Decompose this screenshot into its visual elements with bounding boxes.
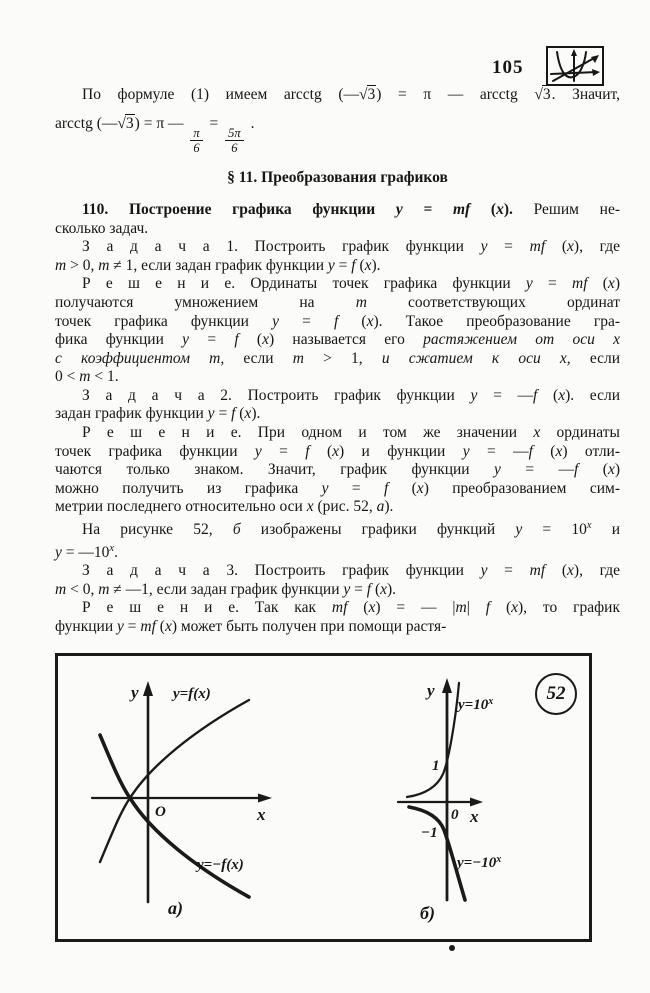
text-line	[55, 618, 620, 637]
text-segment: и	[591, 521, 620, 539]
text-segment: =	[189, 331, 235, 349]
text-line	[55, 461, 620, 480]
text-segment: x	[366, 312, 374, 330]
text-segment: y	[494, 461, 501, 479]
text-segment: =	[487, 562, 530, 580]
text-segment: x	[262, 331, 269, 349]
text-segment: f	[234, 331, 239, 349]
text-line	[55, 599, 620, 618]
text-segment: x	[164, 618, 172, 635]
panel-b-curve-10x	[407, 683, 459, 797]
text-segment: m	[98, 580, 110, 598]
text-segment: m	[55, 580, 67, 598]
panel-a-curve-f	[100, 700, 249, 862]
text-segment: x	[511, 599, 518, 617]
text-line	[55, 581, 620, 600]
text-segment: x	[306, 498, 314, 516]
text-segment: f	[574, 461, 579, 479]
text-segment: y	[182, 331, 190, 349]
text-segment: mf	[331, 599, 348, 617]
panel-b-curve-bottom-sup: x	[496, 854, 502, 865]
panel-b-curve-bottom-base: y=−10	[457, 855, 497, 871]
text-line	[55, 257, 620, 276]
text-segment: с коэффициентом m,	[55, 349, 225, 367]
text-segment: ).	[371, 256, 381, 274]
panel-b-curve-top-sup: x	[488, 696, 494, 707]
text-segment: получаются умножением на	[55, 293, 356, 311]
text-segment: =	[334, 256, 352, 274]
text-segment: mf	[140, 618, 156, 635]
text-segment: x	[496, 200, 504, 218]
text-segment: x	[586, 520, 592, 532]
text-segment: можно получить из графика	[55, 479, 322, 497]
text-segment: m	[55, 256, 67, 274]
text-segment: ).	[387, 580, 397, 598]
text-segment: .	[246, 114, 255, 132]
text-segment: = —10	[61, 543, 110, 561]
text-segment: чаются только знаком. Значит, график функции	[55, 461, 495, 479]
text-segment: f	[533, 386, 538, 404]
text-segment: y	[272, 312, 279, 330]
text-segment: и сжатием к оси x,	[381, 349, 571, 367]
text-segment: =	[214, 405, 232, 423]
text-segment: =	[487, 238, 530, 256]
text-segment: 110. Построение графика функции	[82, 200, 396, 218]
text-segment: ординаты	[540, 424, 620, 442]
text-segment: ) преобразованием сим-	[423, 479, 620, 497]
text-segment: ) может быть получен при помощи растя-	[171, 618, 447, 635]
panel-b-curve-bottom-label	[457, 855, 501, 871]
text-line	[55, 443, 620, 462]
text-segment: Решим не-	[512, 200, 620, 218]
text-segment: (	[371, 580, 381, 598]
text-segment: )	[614, 461, 620, 479]
text-segment: ) = π —	[134, 114, 188, 132]
text-segment: y	[117, 618, 124, 635]
text-segment: )	[614, 275, 620, 293]
text-segment: На рисунке 52,	[82, 521, 233, 539]
text-body	[55, 86, 620, 637]
text-segment: y	[515, 521, 523, 539]
icon-x-axis	[551, 72, 597, 74]
text-line	[55, 350, 620, 369]
text-segment: (	[587, 275, 608, 293]
figure-number-badge	[535, 673, 577, 715]
figure-number: 52	[546, 683, 566, 704]
icon-arrow-up	[571, 49, 577, 56]
text-line	[55, 540, 620, 563]
text-segment: Р е ш е н и е. Ординаты точек графика функции	[82, 275, 526, 293]
text-segment: f	[351, 256, 356, 274]
text-line	[55, 238, 620, 257]
text-segment: arcctg (—	[55, 114, 118, 132]
text-segment: задан график функции	[55, 405, 208, 423]
text-segment: x	[567, 238, 574, 256]
text-segment: (	[155, 618, 165, 635]
text-segment: ) отли-	[562, 442, 621, 460]
text-segment: точек графика функции	[55, 442, 255, 460]
text-segment: f	[333, 312, 339, 330]
text-segment: ).	[384, 498, 394, 516]
text-segment: = —	[469, 442, 529, 460]
text-segment: ), то график	[518, 599, 620, 617]
text-segment: = —	[500, 461, 575, 479]
text-segment: ). если	[565, 386, 620, 404]
text-line	[55, 405, 620, 424]
text-line	[55, 313, 620, 332]
text-segment: =	[350, 580, 367, 598]
panel-b-caption: б)	[420, 903, 435, 923]
panel-b-curve-top-base: y=10	[458, 697, 489, 713]
text-segment: f	[305, 442, 310, 460]
page-number: 105	[492, 57, 524, 78]
text-segment: З а д а ч а 1. Построить график функции	[82, 238, 481, 256]
panel-a-x-axis-label: x	[257, 805, 266, 824]
text-segment: § 11. Преобразования графиков	[227, 169, 448, 187]
text-segment: ) и функции	[339, 442, 463, 460]
text-line	[55, 498, 620, 517]
text-segment: ≠ 1, если задан график функции	[109, 256, 328, 274]
text-segment: =	[279, 312, 334, 330]
text-segment: mf	[529, 238, 546, 256]
text-segment: m	[292, 349, 304, 367]
text-segment: x	[558, 386, 566, 404]
panel-a-caption: а)	[168, 898, 183, 918]
text-segment: а	[376, 498, 385, 516]
text-segment: ), где	[573, 238, 621, 256]
text-line	[55, 86, 620, 105]
text-segment: x	[368, 599, 376, 617]
text-segment: если	[570, 349, 620, 367]
panel-a-x-arrow	[258, 794, 272, 803]
text-segment: (	[578, 461, 608, 479]
text-segment: x	[380, 580, 388, 598]
text-segment: x	[555, 442, 563, 460]
text-segment: y	[254, 442, 262, 460]
panel-a-origin-label: O	[155, 804, 166, 820]
text-segment: x	[332, 442, 340, 460]
text-segment: < 0,	[66, 580, 99, 598]
text-segment: Р е ш е н и е. Так как	[82, 599, 332, 617]
text-segment: точек графика функции	[55, 312, 273, 330]
text-line	[55, 368, 620, 387]
text-segment: Р е ш е н и е. При одном и том же значении	[82, 424, 534, 442]
text-segment: y	[327, 256, 335, 274]
text-segment: функции	[55, 618, 117, 635]
text-segment: |	[466, 599, 486, 617]
fraction: $\frac{5\pi}{6}$	[225, 126, 244, 156]
text-segment: mf	[572, 275, 588, 293]
text-segment: . Значит,	[551, 86, 620, 103]
text-line	[55, 517, 620, 540]
panel-b-tick-1-label: 1	[432, 758, 440, 774]
text-segment: f	[383, 479, 389, 497]
text-segment: f	[485, 599, 491, 617]
text-segment: > 0,	[66, 256, 99, 274]
text-segment: y	[395, 200, 403, 218]
text-line	[55, 387, 620, 406]
text-segment: = —	[477, 386, 534, 404]
text-segment: ).	[503, 200, 513, 218]
panel-a-curve-bottom-label: y=−f(x)	[197, 857, 244, 873]
graph-sketch-icon	[548, 48, 602, 84]
text-segment: если	[224, 349, 293, 367]
text-segment: ). Такое преобразование гра-	[373, 312, 620, 330]
text-segment: mf	[453, 200, 471, 218]
text-segment: (	[235, 405, 245, 423]
text-segment: x	[533, 424, 541, 442]
text-segment: (	[532, 442, 556, 460]
text-segment: = 10	[522, 521, 587, 539]
square-root: √3	[359, 86, 376, 103]
panel-b-x-arrow	[470, 798, 483, 807]
text-segment: =	[205, 114, 223, 132]
text-segment: m	[355, 293, 367, 311]
text-segment: =	[402, 200, 453, 218]
text-segment: y	[207, 405, 215, 423]
text-segment: изображены графики функций	[240, 521, 516, 539]
panel-b-curve-top-label	[458, 697, 493, 713]
text-segment: ).	[251, 405, 261, 423]
text-segment: (	[545, 562, 568, 580]
text-segment: фика функции	[55, 331, 183, 349]
text-segment: m	[455, 599, 467, 617]
panel-b-y-axis-label: y	[427, 681, 435, 700]
text-segment: 0 <	[55, 368, 80, 386]
text-line	[55, 275, 620, 294]
text-segment: f	[366, 580, 372, 598]
text-segment: (	[355, 256, 365, 274]
text-segment: .	[114, 543, 118, 561]
text-line	[55, 107, 620, 156]
text-segment: m	[98, 256, 110, 274]
text-segment: растяжением от оси x	[423, 331, 620, 349]
text-line	[55, 294, 620, 313]
text-segment: > 1,	[303, 349, 382, 367]
text-segment: x	[416, 479, 424, 497]
text-segment: =	[261, 442, 306, 460]
text-segment: x	[607, 461, 615, 479]
text-segment: =	[123, 618, 141, 635]
text-segment: ) = — |	[375, 599, 456, 617]
square-root: √3	[534, 86, 551, 103]
text-segment: ), где	[573, 562, 621, 580]
text-segment: ) = π — arcctg	[376, 86, 535, 103]
text-line	[55, 480, 620, 499]
panel-b-tick-neg1-label: −1	[421, 825, 438, 841]
panel-a-curve-top-label: y=f(x)	[173, 686, 211, 702]
text-segment: x	[364, 256, 372, 274]
square-root: √3	[117, 114, 134, 132]
text-segment: (	[309, 442, 333, 460]
text-line	[55, 220, 620, 239]
panel-b-origin-label: 0	[451, 807, 459, 823]
text-segment: (	[470, 200, 497, 218]
text-segment: y	[462, 442, 470, 460]
text-segment: x	[244, 405, 252, 423]
text-segment: x	[109, 542, 115, 554]
text-segment: сколько задач.	[55, 219, 149, 237]
text-segment: y	[55, 543, 62, 561]
text-segment: (	[537, 386, 559, 404]
text-segment: По формуле (1) имеем arcctg (—	[82, 86, 359, 103]
text-segment: метрии последнего относительно оси	[55, 498, 307, 516]
text-segment: mf	[529, 562, 546, 580]
text-line	[55, 331, 620, 350]
text-segment: f	[231, 405, 236, 423]
text-segment: (	[388, 479, 417, 497]
chapter-graph-sketch-icon	[546, 46, 604, 86]
text-segment: < 1.	[90, 368, 119, 386]
panel-a-y-axis-label: y	[131, 683, 139, 702]
text-segment: y	[343, 580, 351, 598]
text-segment: (рис. 52,	[313, 498, 377, 516]
text-segment: (	[238, 331, 263, 349]
panel-a-y-arrow	[143, 681, 153, 696]
fraction: $\frac{\pi}{6}$	[190, 126, 202, 156]
text-segment: ) называется его	[268, 331, 424, 349]
text-segment: соответствующих ординат	[366, 293, 621, 311]
text-line	[55, 169, 620, 188]
text-segment: З а д а ч а 3. Построить график функции	[82, 562, 481, 580]
text-segment: =	[532, 275, 573, 293]
text-segment: y	[480, 238, 488, 256]
text-segment: y	[480, 562, 488, 580]
text-segment: y	[321, 479, 329, 497]
text-segment: y	[525, 275, 533, 293]
text-line	[55, 562, 620, 581]
text-segment: (	[347, 599, 369, 617]
text-segment: ≠ —1, если задан график функции	[109, 580, 344, 598]
text-segment: m	[79, 368, 91, 386]
text-segment: (	[490, 599, 512, 617]
panel-b-x-axis-label: x	[470, 807, 479, 826]
text-segment: =	[328, 479, 384, 497]
text-line	[55, 424, 620, 443]
text-segment: x	[607, 275, 615, 293]
text-segment: (	[545, 238, 568, 256]
text-segment: б	[232, 521, 241, 539]
icon-arrow-right	[592, 69, 600, 76]
panel-b-y-arrow	[442, 678, 452, 693]
figure-52	[55, 653, 592, 942]
text-segment: З а д а ч а 2. Построить график функции	[82, 386, 471, 404]
text-line	[55, 201, 620, 220]
text-segment: y	[470, 386, 478, 404]
text-segment: (	[338, 312, 367, 330]
text-segment: x	[567, 562, 574, 580]
text-segment: f	[528, 442, 533, 460]
ink-dot	[449, 945, 455, 951]
